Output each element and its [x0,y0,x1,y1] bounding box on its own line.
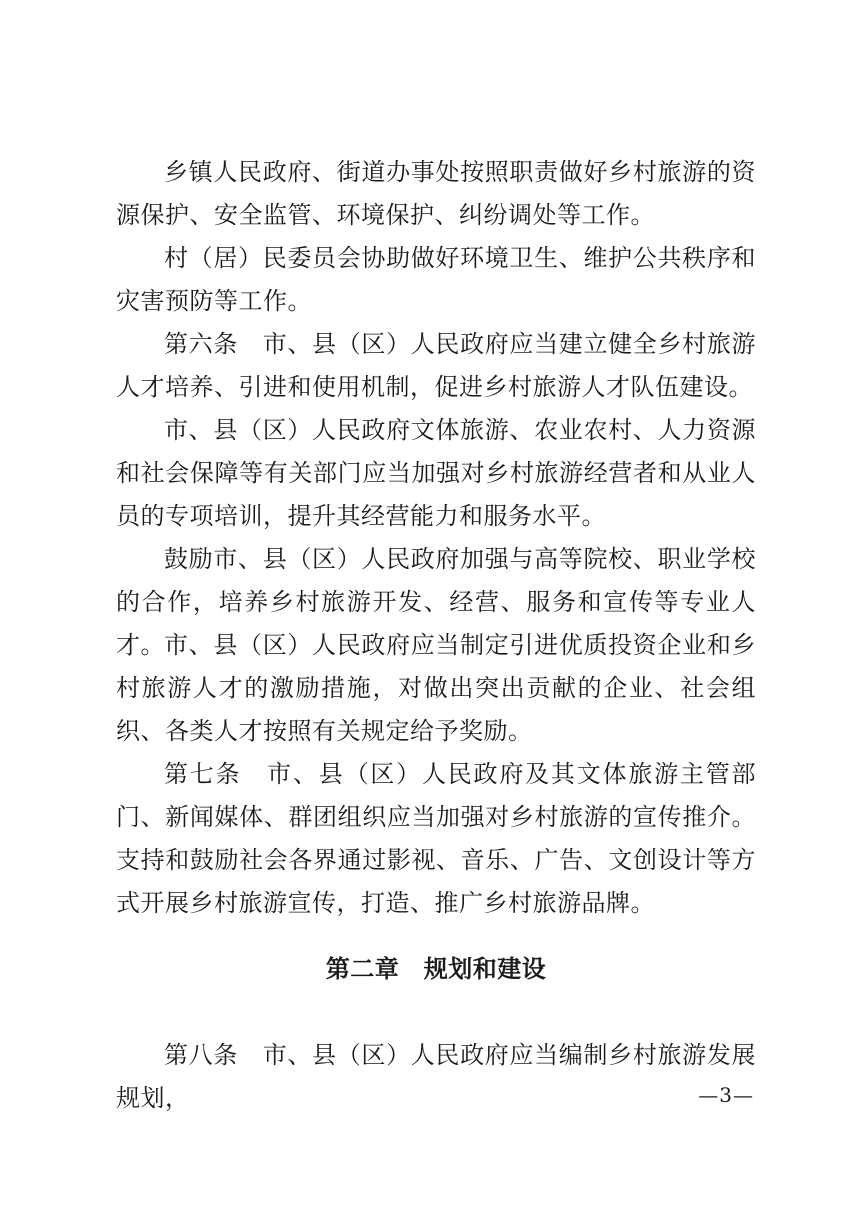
paragraph-township-duties: 乡镇人民政府、街道办事处按照职责做好乡村旅游的资源保护、安全监管、环境保护、纠纷调处等工作。 [116,158,756,229]
paragraph-article-8: 第八条 市、县（区）人民政府应当编制乡村旅游发展规划， [116,1041,756,1112]
paragraph-cooperation: 鼓励市、县（区）人民政府加强与高等院校、职业学校的合作，培养乡村旅游开发、经营、服务和宣传等专业人才。 [116,545,756,659]
paragraph-training: 市、县（区）人民政府文体旅游、农业农村、人力资源和社会保障等有关部门应当加强对乡村旅游经营者和从业人员的专项培训，提升其经营能力和服务水平。 [116,416,756,530]
paragraph-village-committee: 村（居）民委员会协助做好环境卫生、维护公共秩序和灾害预防等工作。 [116,244,756,315]
chapter-heading: 第二章 规划和建设 [325,955,547,983]
paragraph-incentives: 市、县（区）人民政府应当制定引进优质投资企业和乡村旅游人才的激励措施，对做出突出贡献的企业、社会组织、各类人才按照有关规定给予奖励。 [116,631,756,745]
paragraph-article-6: 第六条 市、县（区）人民政府应当建立健全乡村旅游人才培养、引进和使用机制，促进乡村旅游人才队伍建设。 [116,330,756,401]
paragraph-article-7: 第七条 市、县（区）人民政府及其文体旅游主管部门、新闻媒体、群团组织应当加强对乡村旅游的宣传推介。支持和鼓励社会各界通过影视、音乐、广告、文创设计等方式开展乡村旅游宣传，打造、推广乡村旅游品牌。 [116,760,756,917]
page-number: —3— [698,1083,754,1107]
